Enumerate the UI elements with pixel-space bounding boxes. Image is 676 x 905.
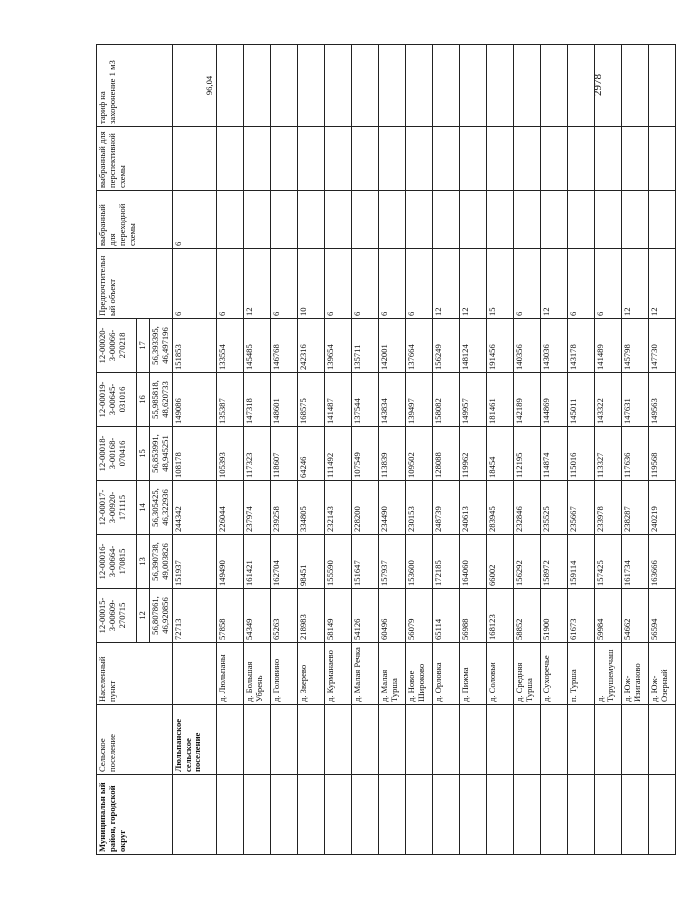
distance-cell: 148124	[459, 319, 486, 373]
distance-cell: 113327	[594, 427, 621, 481]
distance-cell: 117323	[243, 427, 270, 481]
locality-cell: д. Большая Убрень	[243, 643, 270, 705]
distance-cell: 119568	[648, 427, 675, 481]
table-row	[216, 45, 243, 855]
distance-cell: 72713	[172, 589, 216, 643]
distance-cell: 162704	[270, 535, 297, 589]
preferred-cell: 10	[297, 249, 324, 319]
perspective-cell	[405, 127, 432, 191]
tariff-cell	[324, 45, 351, 127]
distance-cell: 161421	[243, 535, 270, 589]
settlement-cell	[594, 705, 621, 775]
distance-cell: 61673	[567, 589, 594, 643]
perspective-cell	[432, 127, 459, 191]
tariff-cell: 96,04	[172, 45, 216, 127]
settlement-cell	[540, 705, 567, 775]
municipal-cell	[243, 775, 270, 855]
distance-cell: 232143	[324, 481, 351, 535]
settlement-cell	[378, 705, 405, 775]
distance-cell: 149563	[648, 373, 675, 427]
preferred-cell: 6	[513, 249, 540, 319]
tariff-cell	[648, 45, 675, 127]
table-row	[297, 45, 324, 855]
municipal-cell	[378, 775, 405, 855]
distance-cell: 142189	[513, 373, 540, 427]
distance-cell: 117636	[621, 427, 648, 481]
distance-cell: 235525	[540, 481, 567, 535]
municipal-cell	[270, 775, 297, 855]
distance-cell: 235667	[567, 481, 594, 535]
distance-cell: 109502	[405, 427, 432, 481]
perspective-cell	[172, 127, 216, 191]
header-transition: выбранный для переходной схемы	[97, 191, 173, 249]
distance-cell: 151853	[172, 319, 216, 373]
settlement-cell	[351, 705, 378, 775]
distance-cell: 56988	[459, 589, 486, 643]
preferred-cell: 6	[324, 249, 351, 319]
settlement-cell	[486, 705, 513, 775]
transition-cell	[270, 191, 297, 249]
table-row	[378, 45, 405, 855]
perspective-cell	[351, 127, 378, 191]
perspective-cell	[297, 127, 324, 191]
tariff-cell	[513, 45, 540, 127]
table-row	[513, 45, 540, 855]
distance-cell: 226044	[216, 481, 243, 535]
distance-cell: 142001	[378, 319, 405, 373]
header-coordinates: 55,985818, 48,620733	[149, 373, 172, 427]
distance-cell: 240219	[648, 481, 675, 535]
header-column-number: 13	[137, 535, 150, 589]
page-number: 2978	[592, 74, 604, 96]
distance-cell: 143322	[594, 373, 621, 427]
distance-cell: 239258	[270, 481, 297, 535]
transition-cell	[324, 191, 351, 249]
distance-cell: 141489	[594, 319, 621, 373]
tariff-cell	[567, 45, 594, 127]
distance-cell: 151647	[351, 535, 378, 589]
perspective-cell	[567, 127, 594, 191]
perspective-cell	[486, 127, 513, 191]
table-row	[486, 45, 513, 855]
preferred-cell: 6	[594, 249, 621, 319]
header-object-code: 12-00018-З-00168-070416	[97, 427, 137, 481]
locality-cell: д. Зверево	[297, 643, 324, 705]
distance-cell: 172185	[432, 535, 459, 589]
locality-cell: д. Головино	[270, 643, 297, 705]
preferred-cell: 12	[621, 249, 648, 319]
perspective-cell	[378, 127, 405, 191]
tariff-cell	[270, 45, 297, 127]
locality-cell: д. Орловка	[432, 643, 459, 705]
header-object-code: 12-00015-З-00609-270715	[97, 589, 137, 643]
tariff-cell	[405, 45, 432, 127]
tariff-cell	[243, 45, 270, 127]
distance-cell: 111492	[324, 427, 351, 481]
distance-cell: 238287	[621, 481, 648, 535]
perspective-cell	[270, 127, 297, 191]
distance-cell: 157937	[378, 535, 405, 589]
table-header	[97, 45, 173, 855]
transition-cell	[405, 191, 432, 249]
municipal-cell	[621, 775, 648, 855]
distance-cell: 164060	[459, 535, 486, 589]
header-coordinates: 56,807861, 46,920856	[149, 589, 172, 643]
transition-cell	[594, 191, 621, 249]
municipal-cell	[567, 775, 594, 855]
distance-cell: 191456	[486, 319, 513, 373]
table-row	[567, 45, 594, 855]
header-tariff: тариф на захоронение 1 м3	[97, 45, 173, 127]
locality-cell: д. Турушемучаш	[594, 643, 621, 705]
header-object-code: 12-00016-З-00664-170815	[97, 535, 137, 589]
distance-cell: 147318	[243, 373, 270, 427]
distance-cell: 158082	[432, 373, 459, 427]
distance-cell: 114874	[540, 427, 567, 481]
transition-cell	[378, 191, 405, 249]
locality-cell	[172, 643, 216, 705]
preferred-cell: 6	[567, 249, 594, 319]
distance-cell: 149086	[172, 373, 216, 427]
distance-cell: 115016	[567, 427, 594, 481]
settlement-cell	[567, 705, 594, 775]
locality-cell: д. Курманаево	[324, 643, 351, 705]
distance-cell: 51900	[540, 589, 567, 643]
distance-cell: 144869	[540, 373, 567, 427]
preferred-cell: 12	[540, 249, 567, 319]
settlement-cell	[513, 705, 540, 775]
distance-cell: 119962	[459, 427, 486, 481]
transition-cell	[621, 191, 648, 249]
preferred-cell: 6	[378, 249, 405, 319]
table-row	[270, 45, 297, 855]
perspective-cell	[648, 127, 675, 191]
municipal-cell	[324, 775, 351, 855]
distance-cell: 156292	[513, 535, 540, 589]
header-coordinates: 56,390738, 49,003826	[149, 535, 172, 589]
tariff-cell	[621, 45, 648, 127]
distance-cell: 234490	[378, 481, 405, 535]
locality-cell: д. Люльпаны	[216, 643, 243, 705]
locality-cell: д. Средняя Турша	[513, 643, 540, 705]
header-object-code: 12-00019-З-00645-031016	[97, 373, 137, 427]
header-coordinates: 56,393395, 46,497196	[149, 319, 172, 373]
distance-cell: 113839	[378, 427, 405, 481]
table-row	[540, 45, 567, 855]
distance-cell: 65114	[432, 589, 459, 643]
table-row	[594, 45, 621, 855]
tariff-cell	[378, 45, 405, 127]
distance-cell: 112195	[513, 427, 540, 481]
distance-cell: 334805	[297, 481, 324, 535]
perspective-cell	[513, 127, 540, 191]
municipal-cell	[459, 775, 486, 855]
transition-cell	[513, 191, 540, 249]
perspective-cell	[621, 127, 648, 191]
distance-cell: 56594	[648, 589, 675, 643]
header-settlement: Сельское поселение	[97, 705, 173, 775]
locality-cell: д. Малая Речка	[351, 643, 378, 705]
preferred-cell: 12	[243, 249, 270, 319]
transition-cell	[351, 191, 378, 249]
distance-cell: 147730	[648, 319, 675, 373]
preferred-cell: 12	[648, 249, 675, 319]
distance-cell: 181461	[486, 373, 513, 427]
header-preferred: Предпочтительный объект	[97, 249, 173, 319]
header-coordinates: 56,853991, 48,945251	[149, 427, 172, 481]
distance-cell: 283945	[486, 481, 513, 535]
distance-cell: 168123	[486, 589, 513, 643]
header-object-code: 12-00020-З-00066-270218	[97, 319, 137, 373]
distance-cell: 143036	[540, 319, 567, 373]
perspective-cell	[594, 127, 621, 191]
preferred-cell: 12	[432, 249, 459, 319]
settlement-cell	[648, 705, 675, 775]
municipal-cell	[216, 775, 243, 855]
table-row	[324, 45, 351, 855]
municipal-cell	[432, 775, 459, 855]
tariff-cell	[540, 45, 567, 127]
settlement-cell	[432, 705, 459, 775]
distance-cell: 145798	[621, 319, 648, 373]
transition-cell	[540, 191, 567, 249]
landfill-distance-table	[96, 44, 676, 855]
tariff-cell	[459, 45, 486, 127]
distance-cell: 163666	[648, 535, 675, 589]
header-municipal: Муниципальн ый район, городской округ	[97, 775, 173, 855]
distance-cell: 240613	[459, 481, 486, 535]
distance-cell: 153600	[405, 535, 432, 589]
distance-cell: 128088	[432, 427, 459, 481]
distance-cell: 140356	[513, 319, 540, 373]
locality-cell: д. Новое Широково	[405, 643, 432, 705]
header-column-number: 14	[137, 481, 150, 535]
table-row	[351, 45, 378, 855]
header-coordinates: 56,305425, 46,322936	[149, 481, 172, 535]
distance-cell: 161734	[621, 535, 648, 589]
municipal-cell	[486, 775, 513, 855]
transition-cell	[216, 191, 243, 249]
settlement-cell	[405, 705, 432, 775]
distance-cell: 58149	[324, 589, 351, 643]
table-row	[621, 45, 648, 855]
locality-cell: д. Юж-Озерный	[648, 643, 675, 705]
settlement-cell	[324, 705, 351, 775]
distance-cell: 151937	[172, 535, 216, 589]
municipal-cell	[513, 775, 540, 855]
distance-cell: 143178	[567, 319, 594, 373]
distance-cell: 137544	[351, 373, 378, 427]
preferred-cell: 12	[459, 249, 486, 319]
distance-cell: 66002	[486, 535, 513, 589]
distance-cell: 135387	[216, 373, 243, 427]
table-row	[405, 45, 432, 855]
distance-cell: 145485	[243, 319, 270, 373]
distance-cell: 168575	[297, 373, 324, 427]
municipal-cell	[594, 775, 621, 855]
distance-cell: 54662	[621, 589, 648, 643]
distance-cell: 228200	[351, 481, 378, 535]
distance-cell: 64246	[297, 427, 324, 481]
distance-cell: 218983	[297, 589, 324, 643]
header-perspective: выбранный для перспективной схемы	[97, 127, 173, 191]
distance-cell: 237974	[243, 481, 270, 535]
preferred-cell: 6	[216, 249, 243, 319]
distance-cell: 157425	[594, 535, 621, 589]
header-locality: Населенный пункт	[97, 643, 173, 705]
header-column-number: 17	[137, 319, 150, 373]
preferred-cell: 6	[270, 249, 297, 319]
summary-row	[172, 45, 216, 855]
distance-cell: 108178	[172, 427, 216, 481]
distance-cell: 143834	[378, 373, 405, 427]
tariff-cell	[297, 45, 324, 127]
distance-cell: 65263	[270, 589, 297, 643]
table-body	[172, 45, 675, 855]
distance-cell: 54349	[243, 589, 270, 643]
distance-cell: 139654	[324, 319, 351, 373]
locality-cell: д. Пижма	[459, 643, 486, 705]
municipal-cell	[351, 775, 378, 855]
distance-cell: 146768	[270, 319, 297, 373]
distance-cell: 248739	[432, 481, 459, 535]
distance-cell: 57858	[216, 589, 243, 643]
perspective-cell	[243, 127, 270, 191]
municipal-cell	[172, 775, 216, 855]
distance-cell: 139497	[405, 373, 432, 427]
distance-cell: 156249	[432, 319, 459, 373]
table-row	[243, 45, 270, 855]
perspective-cell	[216, 127, 243, 191]
distance-cell: 54126	[351, 589, 378, 643]
distance-cell: 105393	[216, 427, 243, 481]
distance-cell: 155590	[324, 535, 351, 589]
distance-cell: 233978	[594, 481, 621, 535]
locality-cell: д. Сухоречье	[540, 643, 567, 705]
distance-cell: 244342	[172, 481, 216, 535]
transition-cell	[243, 191, 270, 249]
settlement-cell	[459, 705, 486, 775]
settlement-cell	[297, 705, 324, 775]
distance-cell: 149490	[216, 535, 243, 589]
distance-cell: 158972	[540, 535, 567, 589]
distance-cell: 107549	[351, 427, 378, 481]
settlement-cell	[270, 705, 297, 775]
distance-cell: 232846	[513, 481, 540, 535]
distance-cell: 59984	[594, 589, 621, 643]
transition-cell	[432, 191, 459, 249]
distance-cell: 98451	[297, 535, 324, 589]
distance-cell: 230153	[405, 481, 432, 535]
preferred-cell: 6	[351, 249, 378, 319]
municipal-cell	[405, 775, 432, 855]
distance-cell: 141487	[324, 373, 351, 427]
distance-cell: 118607	[270, 427, 297, 481]
perspective-cell	[540, 127, 567, 191]
tariff-cell	[432, 45, 459, 127]
header-column-number: 16	[137, 373, 150, 427]
transition-cell	[567, 191, 594, 249]
preferred-cell: 6	[172, 249, 216, 319]
transition-cell: 6	[172, 191, 216, 249]
distance-cell: 242316	[297, 319, 324, 373]
tariff-cell	[216, 45, 243, 127]
header-column-number: 15	[137, 427, 150, 481]
header-object-code: 12-00017-З-00920-171115	[97, 481, 137, 535]
transition-cell	[648, 191, 675, 249]
transition-cell	[486, 191, 513, 249]
distance-cell: 148601	[270, 373, 297, 427]
preferred-cell: 15	[486, 249, 513, 319]
municipal-cell	[297, 775, 324, 855]
distance-cell: 145011	[567, 373, 594, 427]
tariff-cell	[594, 45, 621, 127]
distance-cell: 135711	[351, 319, 378, 373]
table-row	[648, 45, 675, 855]
preferred-cell: 6	[405, 249, 432, 319]
table-row	[459, 45, 486, 855]
distance-cell: 137664	[405, 319, 432, 373]
municipal-cell	[540, 775, 567, 855]
settlement-cell: Люльпанское сельское поселение	[172, 705, 216, 775]
distance-cell: 56079	[405, 589, 432, 643]
settlement-cell	[243, 705, 270, 775]
table-row	[432, 45, 459, 855]
municipal-cell	[648, 775, 675, 855]
tariff-cell	[486, 45, 513, 127]
distance-cell: 147631	[621, 373, 648, 427]
locality-cell: д. Малая Турша	[378, 643, 405, 705]
perspective-cell	[459, 127, 486, 191]
perspective-cell	[324, 127, 351, 191]
tariff-cell	[351, 45, 378, 127]
distance-cell: 18454	[486, 427, 513, 481]
distance-cell: 60496	[378, 589, 405, 643]
distance-cell: 133554	[216, 319, 243, 373]
settlement-cell	[621, 705, 648, 775]
distance-cell: 159114	[567, 535, 594, 589]
distance-cell: 58852	[513, 589, 540, 643]
settlement-cell	[216, 705, 243, 775]
locality-cell: д. Соловьи	[486, 643, 513, 705]
transition-cell	[297, 191, 324, 249]
transition-cell	[459, 191, 486, 249]
header-column-number: 12	[137, 589, 150, 643]
distance-cell: 149957	[459, 373, 486, 427]
locality-cell: д. Юж-Изиганово	[621, 643, 648, 705]
locality-cell: п. Турша	[567, 643, 594, 705]
